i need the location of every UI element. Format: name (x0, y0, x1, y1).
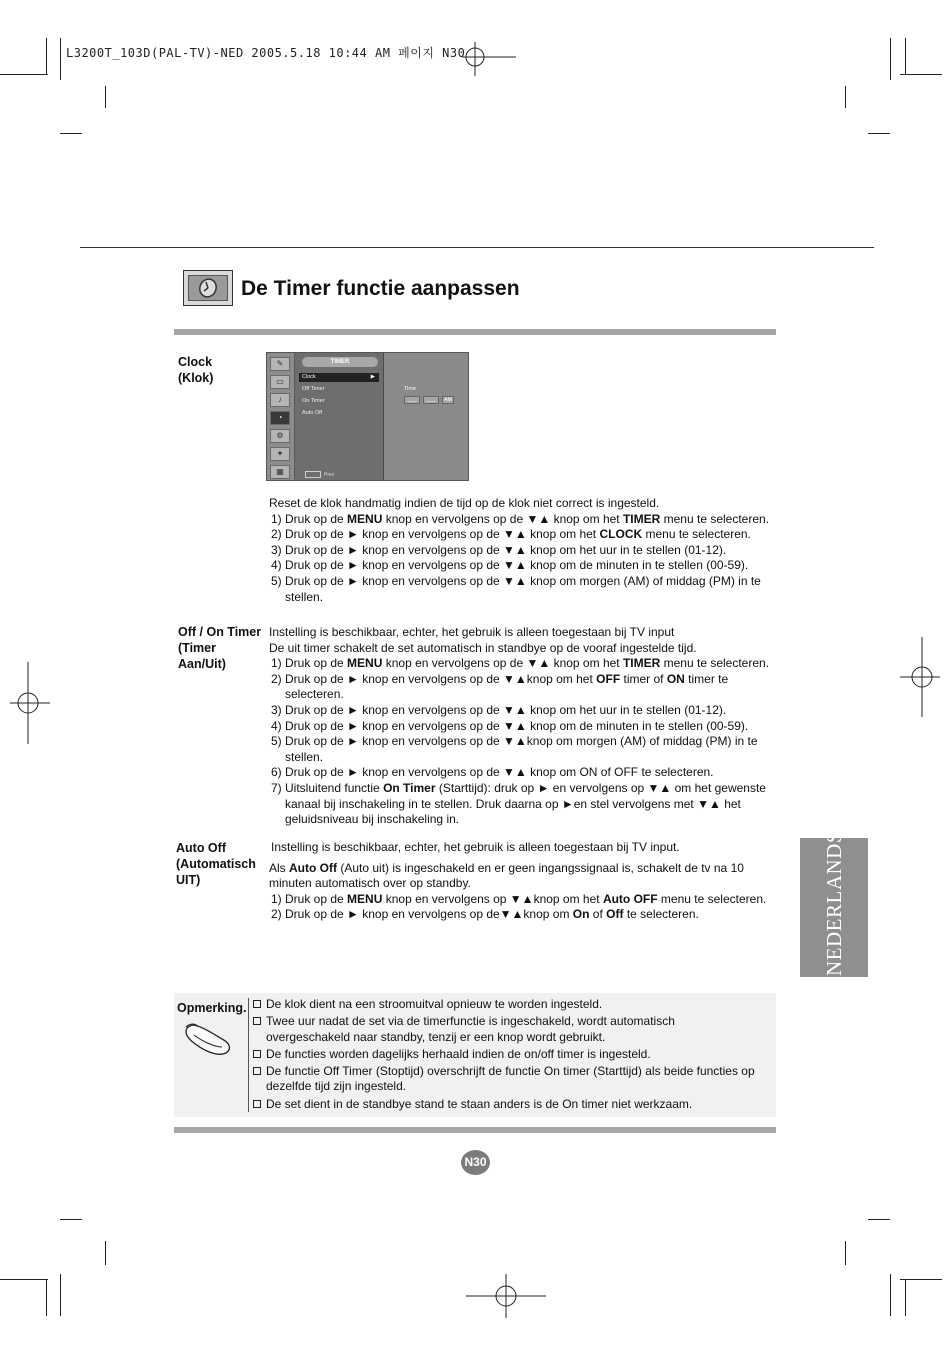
crop-mark (845, 86, 846, 108)
checkbox-bullet-icon (253, 1017, 261, 1025)
osd-menu-item: Auto Off (302, 410, 323, 416)
crop-mark (60, 133, 82, 134)
page-title: De Timer functie aanpassen (241, 277, 520, 300)
crop-mark (60, 38, 61, 80)
checkbox-bullet-icon (253, 1067, 261, 1075)
side-tab-label: NEDERLANDS (822, 831, 846, 976)
list-item: 1) Druk op de MENU knop en vervolgens op de ▼▲ knop om het TIMER menu te selecteren. (271, 656, 770, 671)
list-item: 5) Druk op de ► knop en vervolgens op de ▼▲ knop om morgen (AM) of middag (PM) in te stellen. (271, 573, 761, 604)
list-item: 1) Druk op de MENU knop en vervolgens op de ▼▲ knop om het TIMER menu te selecteren. (271, 511, 770, 526)
crop-mark (905, 38, 906, 74)
list-item: De functies worden dagelijks herhaald indien de on/off timer is ingesteld. (253, 1047, 773, 1063)
section-label-clock: Clock (Klok) (178, 355, 214, 385)
timer-icon (195, 278, 221, 298)
note-label: Opmerking. (177, 1001, 247, 1015)
osd-timer-menu (266, 352, 469, 481)
crop-mark (46, 38, 47, 74)
checkbox-bullet-icon (253, 1050, 261, 1058)
title-icon-box (183, 270, 233, 306)
registration-mark-icon (462, 42, 516, 76)
list-item: De functie Off Timer (Stoptijd) overschrijft de functie On timer (Starttijd) als beide functies op dezelfde tijd zijn ingesteld. (253, 1064, 776, 1095)
crop-mark (868, 133, 890, 134)
section-label-off-on-timer: Off / On Timer (Timer Aan/Uit) (178, 625, 262, 671)
osd-minute-field: ___ (423, 396, 439, 404)
list-item: 3) Druk op de ► knop en vervolgens op de ▼▲ knop om het uur in te stellen (01-12). (271, 542, 727, 557)
checkbox-bullet-icon (253, 1000, 261, 1008)
section-label-auto-off: Auto Off (Automatisch UIT) (176, 841, 256, 887)
sound-icon: ♪ (270, 393, 290, 407)
page-number: N30 (461, 1150, 490, 1175)
osd-footer: Prev (305, 471, 334, 478)
registration-mark-icon (466, 1274, 546, 1318)
note-divider (248, 998, 249, 1112)
registration-mark-icon (6, 662, 50, 744)
osd-ampm-field: AM (442, 396, 454, 404)
osd-icon-column (267, 353, 295, 480)
timer-instructions: Instelling is beschikbaar, echter, het gebruik is alleen toegestaan bij TV input De uit timer schakelt de set automatisch in standbye op de vooraf ingestelde tijd. 1) Druk op de MENU knop en vervolgens op de ▼▲ knop om het TIMER menu te selecteren. 2) Druk op de ► knop en vervolgens op de ▼▲knop om het OFF timer of ON timer te selecteren. 3) Druk op de ► knop en vervolgens op de ▼▲ knop om het uur in te stellen (01-12). 4) Druk op de ► knop en vervolgens op de ▼▲ knop om de minuten in te stellen (00-59). 5) Druk op de ► knop en vervolgens op de ▼▲knop om morgen (AM) of middag (PM) in te stellen. 6) Druk op de ► knop en vervolgens op de ▼▲ knop om ON of OFF te selecteren. 7) Uitsluitend functie On Timer (Starttijd): druk op ► en vervolgens op ▼▲ om het gewenste kanaal bij inschakeling in te stellen. Druk daarna op ►en stel vervolgens met ▼▲ het geluidsniveau bij inschakeling in. (269, 625, 789, 828)
menu-key-icon (305, 471, 321, 478)
registration-mark-icon (900, 637, 944, 717)
title-underline-bar (174, 329, 776, 335)
list-item: 5) Druk op de ► knop en vervolgens op de ▼▲knop om morgen (AM) of middag (PM) in te stellen. (271, 734, 758, 764)
list-item: Twee uur nadat de set via de timerfunctie is ingeschakeld, wordt automatisch overgeschakeld naar standby, tenzij er een knop wordt gebruikt. (253, 1014, 696, 1045)
crop-mark (60, 1274, 61, 1316)
list-item: 2) Druk op de ► knop en vervolgens op de▼▲knop om On of Off te selecteren. (271, 907, 699, 922)
crop-mark (0, 1279, 48, 1280)
auto-off-instructions: Instelling is beschikbaar, echter, het gebruik is alleen toegestaan bij TV input. Als Auto Off (Auto uit) is ingeschakeld en er geen ingangssignaal is, schakelt de tv na 10 minuten automatisch over op standby. 1) Druk op de MENU knop en vervolgens op ▼▲knop om het Auto OFF menu te selecteren. 2) Druk op de ► knop en vervolgens op de▼▲knop om On of Off te selecteren. (269, 840, 789, 923)
osd-menu-item: Off Timer (302, 386, 325, 392)
crop-mark (105, 86, 106, 108)
arrow-right-icon: ▶ (370, 374, 375, 380)
pip-icon: ▦ (270, 465, 290, 479)
crop-mark (0, 74, 48, 75)
crop-mark (60, 1219, 82, 1220)
screen-icon: ▭ (270, 375, 290, 389)
print-header: L3200T_103D(PAL-TV)-NED 2005.5.18 10:44 AM 페이지 N30 (66, 46, 466, 60)
note-box (174, 993, 776, 1117)
list-item: 4) Druk op de ► knop en vervolgens op de ▼▲ knop om de minuten in te stellen (00-59). (271, 718, 749, 733)
crop-mark (900, 1279, 942, 1280)
crop-mark (905, 1280, 906, 1316)
picture-icon: ✎ (270, 357, 290, 371)
remote-control-icon (182, 1021, 234, 1059)
list-item: De klok dient na een stroomuitval opnieuw te worden ingesteld. (253, 997, 773, 1013)
clock-instructions: Reset de klok handmatig indien de tijd op de klok niet correct is ingesteld. 1) Druk op de MENU knop en vervolgens op de ▼▲ knop om het TIMER menu te selecteren. 2) Druk op de ► knop en vervolgens op de ▼▲ knop om het CLOCK menu te selecteren. 3) Druk op de ► knop en vervolgens op de ▼▲ knop om het uur in te stellen (01-12). 4) Druk op de ► knop en vervolgens op de ▼▲ knop om de minuten in te stellen (00-59). 5) Druk op de ► knop en vervolgens op de ▼▲ knop om morgen (AM) of middag (PM) in te stellen. (269, 496, 789, 605)
crop-mark (900, 74, 942, 75)
option-icon: ⚙ (270, 429, 290, 443)
note-list (253, 997, 773, 1114)
crop-mark (845, 1241, 846, 1265)
checkbox-bullet-icon (253, 1100, 261, 1108)
crop-mark (890, 1274, 891, 1316)
osd-hour-field: ___ (404, 396, 420, 404)
crop-mark (105, 1241, 106, 1265)
timer-icon: ◔ (270, 411, 290, 425)
list-item: 6) Druk op de ► knop en vervolgens op de ▼▲ knop om ON of OFF te selecteren. (271, 765, 714, 780)
setup-icon: ✦ (270, 447, 290, 461)
osd-time-label: Time (404, 386, 417, 392)
list-item: 2) Druk op de ► knop en vervolgens op de ▼▲ knop om het CLOCK menu te selecteren. (271, 527, 751, 542)
osd-menu-list (295, 353, 384, 480)
osd-menu-item: On Timer (302, 398, 325, 404)
list-item: De set dient in de standbye stand te staan anders is de On timer niet werkzaam. (253, 1097, 773, 1113)
crop-mark (890, 38, 891, 80)
osd-menu-item: Clock ▶ (299, 373, 379, 382)
osd-menu-title: TIMER (302, 357, 378, 367)
list-item: 3) Druk op de ► knop en vervolgens op de ▼▲ knop om het uur in te stellen (01-12). (271, 702, 727, 717)
crop-mark (868, 1219, 890, 1220)
list-item: 1) Druk op de MENU knop en vervolgens op ▼▲knop om het Auto OFF menu te selecteren. (271, 891, 767, 906)
crop-mark (46, 1280, 47, 1316)
bottom-bar (174, 1127, 776, 1133)
top-rule (80, 247, 874, 248)
language-side-tab (800, 831, 868, 977)
list-item: 2) Druk op de ► knop en vervolgens op de ▼▲knop om het OFF timer of ON timer te selecteren. (271, 671, 729, 702)
list-item: 4) Druk op de ► knop en vervolgens op de ▼▲ knop om de minuten in te stellen (00-59). (271, 558, 749, 573)
osd-submenu (384, 353, 468, 480)
list-item: 7) Uitsluitend functie On Timer (Starttijd): druk op ► en vervolgens op ▼▲ om het gewenste kanaal bij inschakeling in te stellen. Druk daarna op ►en stel vervolgens met ▼▲ het geluidsniveau bij inschakeling in. (271, 780, 766, 827)
